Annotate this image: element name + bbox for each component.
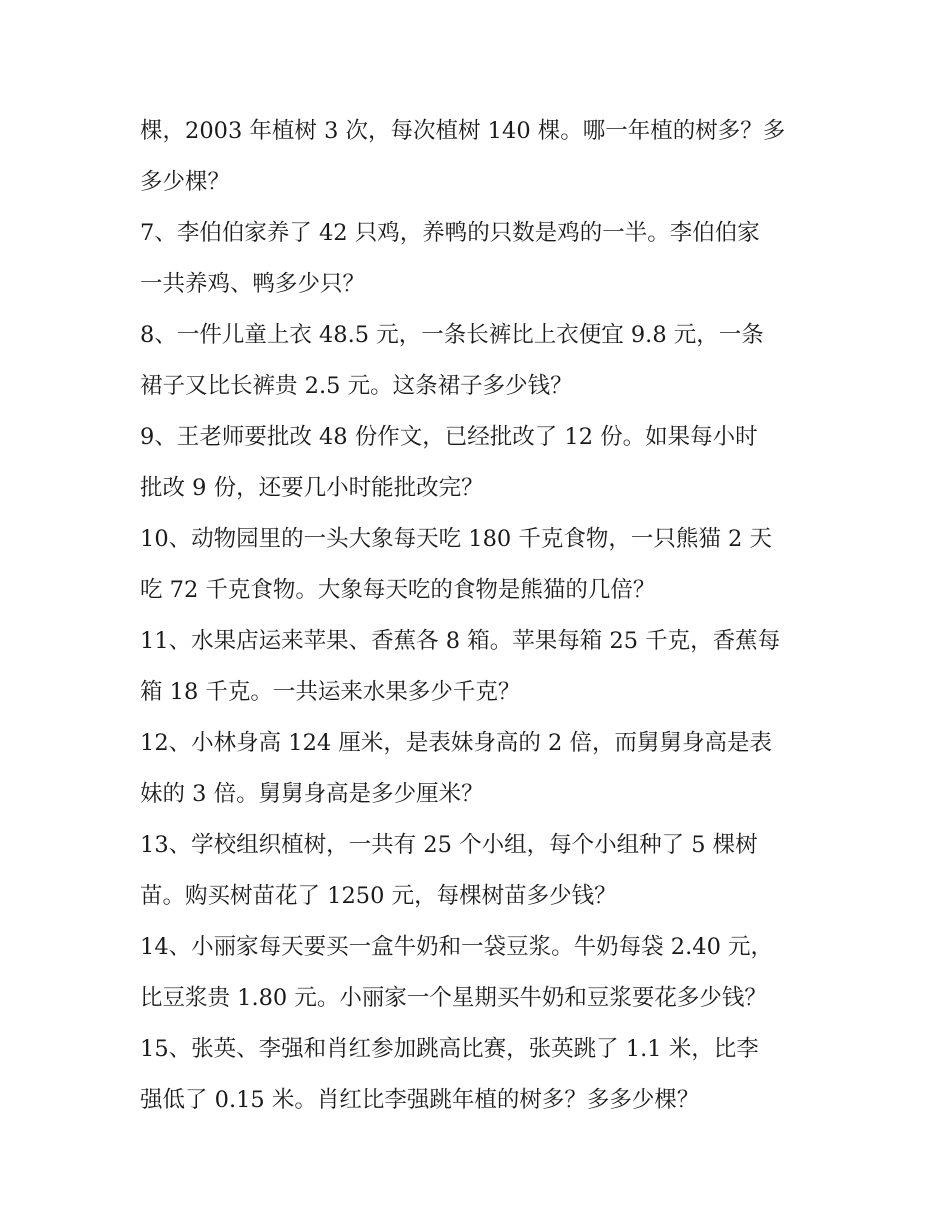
problem-10-line-2: 吃 72 千克食物。大象每天吃的食物是熊猫的几倍？ <box>140 577 656 603</box>
problem-11-line-1: 11、水果店运来苹果、香蕉各 8 箱。苹果每箱 25 千克，香蕉每 <box>140 628 781 654</box>
problem-14-line-2: 比豆浆贵 1.80 元。小丽家一个星期买牛奶和豆浆要花多少钱？ <box>140 985 767 1011</box>
problem-12-line-1: 12、小林身高 124 厘米，是表妹身高的 2 倍，而舅舅身高是表 <box>140 730 773 756</box>
problem-13-line-1: 13、学校组织植树，一共有 25 个小组，每个小组种了 5 棵树 <box>140 832 758 858</box>
problem-8-line-2: 裙子又比长裤贵 2.5 元。这条裙子多少钱？ <box>140 373 573 399</box>
problem-7-line-1: 7、李伯伯家养了 42 只鸡，养鸭的只数是鸡的一半。李伯伯家 <box>140 220 760 246</box>
text-line: 棵，2003 年植树 3 次，每次植树 140 棵。哪一年植的树多？多 <box>140 118 786 144</box>
problem-10-line-1: 10、动物园里的一头大象每天吃 180 千克食物，一只熊猫 2 天 <box>140 526 773 552</box>
problem-11-line-2: 箱 18 千克。一共运来水果多少千克？ <box>140 679 521 705</box>
text-line: 多少棵？ <box>140 169 231 195</box>
problem-14-line-1: 14、小丽家每天要买一盒牛奶和一袋豆浆。牛奶每袋 2.40 元， <box>140 934 774 960</box>
problem-7-line-2: 一共养鸡、鸭多少只？ <box>140 271 366 297</box>
problem-9-line-2: 批改 9 份，还要几小时能批改完？ <box>140 475 484 501</box>
problem-15-line-1: 15、张英、李强和肖红参加跳高比赛，张英跳了 1.1 米，比李 <box>140 1036 759 1062</box>
problem-12-line-2: 妹的 3 倍。舅舅身高是多少厘米？ <box>140 781 484 807</box>
problem-13-line-2: 苗。购买树苗花了 1250 元，每棵树苗多少钱？ <box>140 883 617 909</box>
problem-text-block <box>140 106 820 1126</box>
problem-15-line-2: 强低了 0.15 米。肖红比李强跳年植的树多？多多少棵？ <box>140 1087 700 1113</box>
problem-8-line-1: 8、一件儿童上衣 48.5 元，一条长裤比上衣便宜 9.8 元，一条 <box>140 322 764 348</box>
problem-9-line-1: 9、王老师要批改 48 份作文，已经批改了 12 份。如果每小时 <box>140 424 758 450</box>
